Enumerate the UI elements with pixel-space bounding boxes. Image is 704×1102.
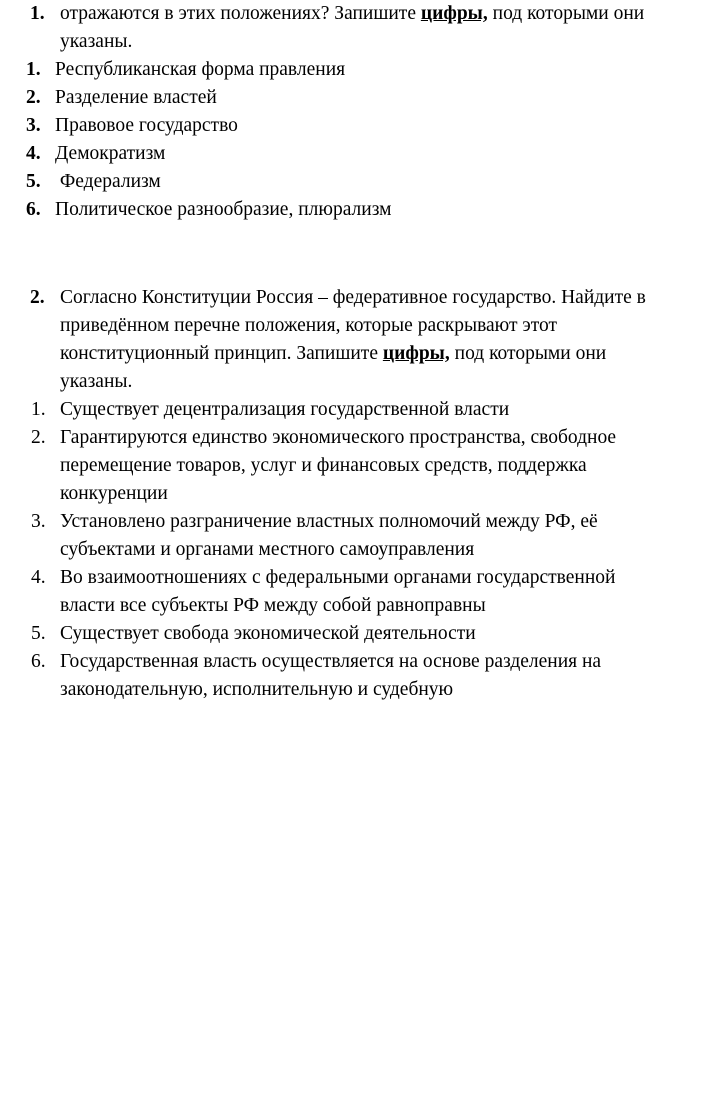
q2-number: 2.	[30, 287, 45, 308]
q2-item-number: 4.	[31, 567, 46, 588]
q1-item-text: Разделение властей	[55, 87, 217, 108]
q1-item-number: 5.	[26, 171, 41, 192]
q2-item-number: 2.	[31, 427, 46, 448]
q1-item-text: Политическое разнообразие, плюрализм	[55, 199, 392, 220]
q1-item-number: 4.	[26, 143, 41, 164]
q1-item-text: Федерализм	[55, 171, 161, 192]
q2-item-text: законодательную, исполнительную и судебную	[60, 679, 454, 700]
q1-text-after: под которыми они	[487, 3, 645, 24]
q2-text-after: под которыми они	[449, 343, 607, 364]
q1-item-text: Республиканская форма правления	[55, 59, 346, 80]
q2-text-line1: Согласно Конституции Россия – федеративное государство. Найдите в	[60, 287, 646, 308]
q2-item-text: Существует децентрализация государственной власти	[60, 399, 510, 420]
q1-item-number: 2.	[26, 87, 41, 108]
q1-item-text: Правовое государство	[55, 115, 238, 136]
q2-item-text: перемещение товаров, услуг и финансовых средств, поддержка	[60, 455, 587, 476]
q1-item-number: 6.	[26, 199, 41, 220]
q2-item-number: 6.	[31, 651, 46, 672]
q2-item-text: субъектами и органами местного самоуправления	[60, 539, 475, 560]
q2-item-text: Установлено разграничение властных полномочий между РФ, её	[60, 511, 598, 532]
q2-text-before: конституционный принцип. Запишите	[60, 343, 383, 364]
q2-item-number: 1.	[31, 399, 46, 420]
q2-item-text: Гарантируются единство экономического пространства, свободное	[60, 427, 617, 448]
q2-emphasis: цифры,	[382, 343, 450, 364]
q1-number: 1.	[30, 3, 45, 24]
q2-item-number: 5.	[31, 623, 46, 644]
q2-item-text: Существует свобода экономической деятельности	[60, 623, 476, 644]
q2-item-text: Государственная власть осуществляется на основе разделения на	[60, 651, 602, 672]
q2-text-line3	[60, 340, 606, 368]
q1-item-text: Демократизм	[55, 143, 166, 164]
q1-text-line2: указаны.	[60, 31, 133, 52]
q2-text-line4: указаны.	[60, 371, 133, 392]
q2-item-text: Во взаимоотношениях с федеральными органами государственной	[60, 567, 616, 588]
q2-item-text: власти все субъекты РФ между собой равноправны	[60, 595, 486, 616]
q2-item-number: 3.	[31, 511, 46, 532]
q1-emphasis: цифры,	[420, 3, 488, 24]
q1-item-number: 3.	[26, 115, 41, 136]
q1-text-before: отражаются в этих положениях? Запишите	[60, 3, 421, 24]
q2-text-line2: приведённом перечне положения, которые раскрывают этот	[60, 315, 558, 336]
q1-text-line1	[60, 0, 644, 28]
q1-item-number: 1.	[26, 59, 41, 80]
q2-item-text: конкуренции	[60, 483, 168, 504]
